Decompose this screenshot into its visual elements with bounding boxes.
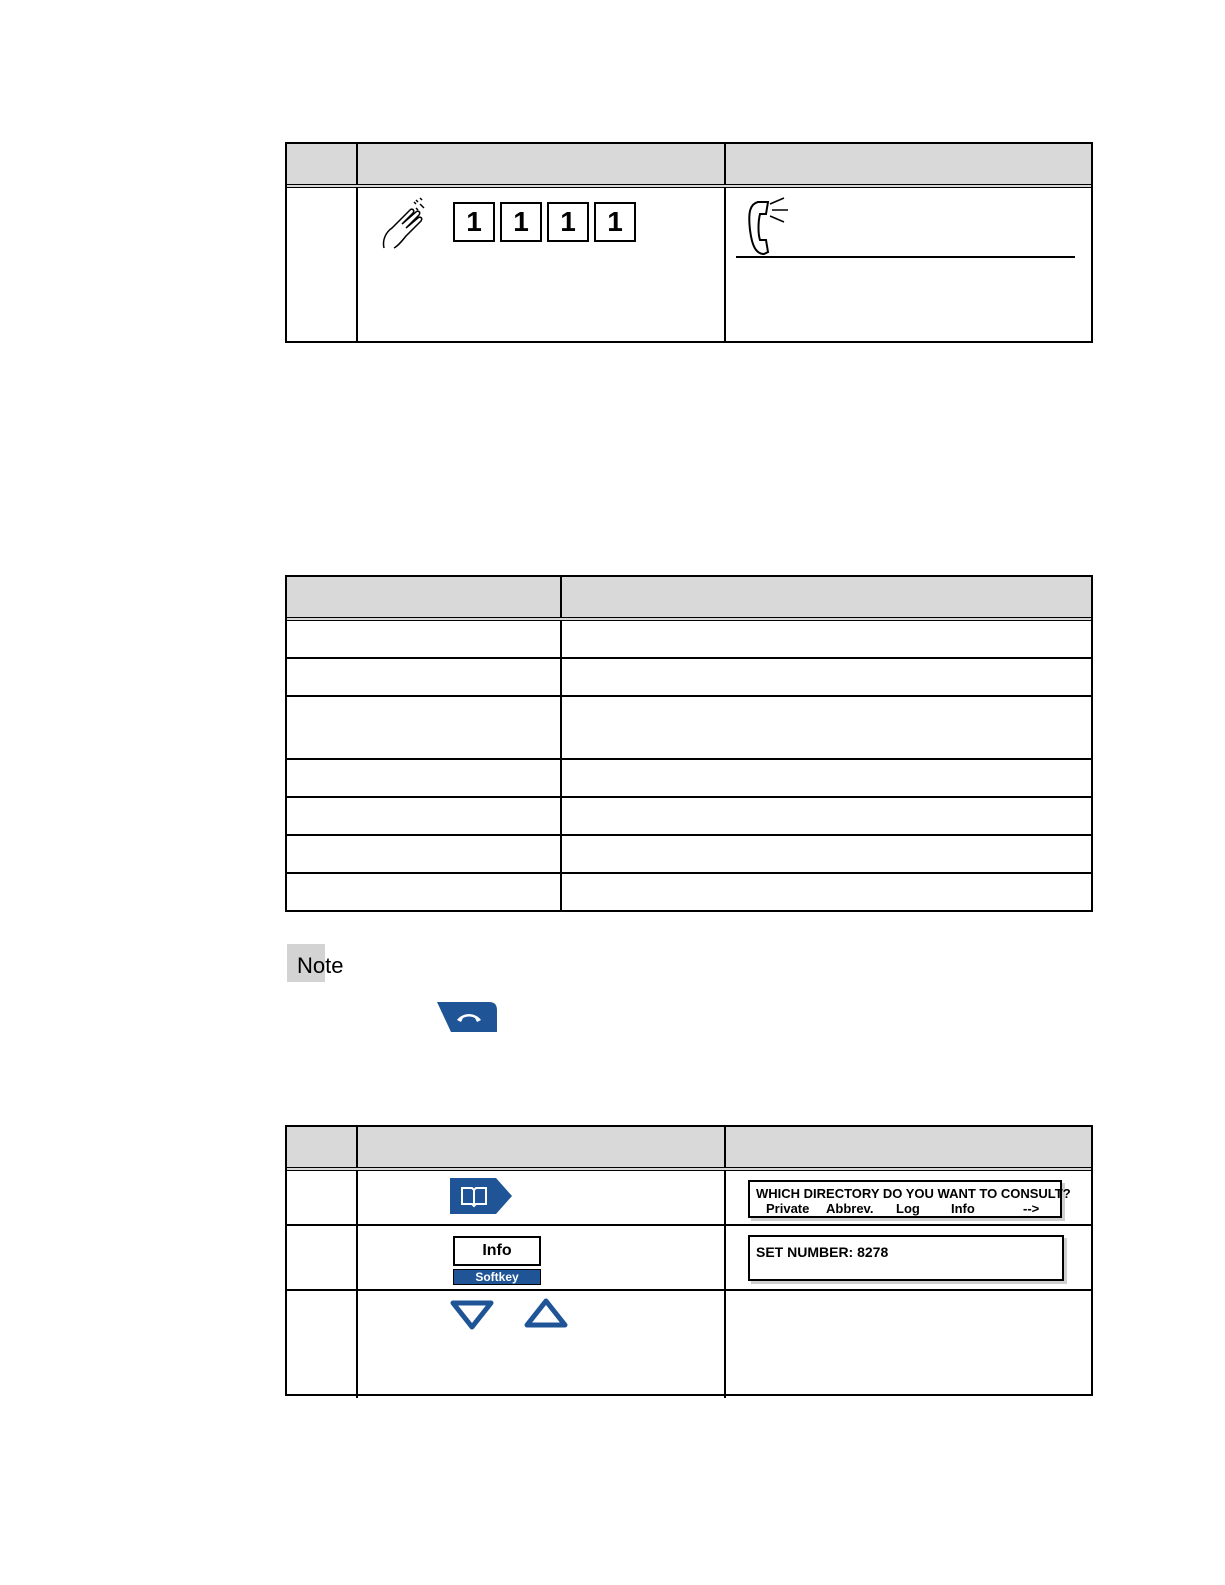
description-cell: [562, 874, 1091, 910]
description-cell: [562, 621, 1091, 657]
header-cell-step: [287, 144, 358, 184]
action-cell: [358, 1291, 726, 1398]
note-label: [287, 944, 344, 982]
info-softkey: [453, 1236, 541, 1266]
key-1: 1: [500, 202, 542, 242]
table-row: [287, 836, 1091, 874]
procedure-table-2: [285, 1125, 1093, 1396]
header-cell-action: [358, 144, 726, 184]
table-header: [287, 1127, 1091, 1171]
arrow-down-key-icon: [449, 1299, 495, 1336]
header-cell-result: [726, 144, 1091, 184]
directory-key-icon: [450, 1178, 512, 1219]
key-description-table: [285, 575, 1093, 912]
procedure-table-1: [285, 142, 1093, 343]
key-cell: [287, 798, 562, 834]
result-cell: [726, 1291, 1091, 1398]
step-cell: [287, 1291, 358, 1398]
table-row: [287, 188, 1091, 341]
key-cell: [287, 760, 562, 796]
action-cell: [358, 1171, 726, 1224]
hang-up-key-icon: [437, 1000, 499, 1039]
display-option-private: Private: [766, 1201, 810, 1216]
table-row: [287, 760, 1091, 798]
header-cell-result: [726, 1127, 1091, 1167]
step-cell: [287, 188, 358, 341]
key-1: 1: [594, 202, 636, 242]
table-row: [287, 1226, 1091, 1291]
step-cell: [287, 1171, 358, 1224]
description-cell: [562, 798, 1091, 834]
handset-ringing-icon: [744, 194, 794, 263]
dialing-hand-icon: [376, 194, 436, 257]
header-cell-step: [287, 1127, 358, 1167]
action-cell: [358, 188, 726, 341]
header-cell-key: [287, 577, 562, 617]
table-row: [287, 697, 1091, 760]
table-row: [287, 1171, 1091, 1226]
header-cell-description: [562, 577, 1091, 617]
result-cell: [726, 188, 1091, 341]
key-cell: [287, 697, 562, 758]
result-cell: [726, 1226, 1091, 1289]
arrow-up-key-icon: [523, 1297, 569, 1334]
result-underline: [736, 256, 1075, 258]
header-cell-action: [358, 1127, 726, 1167]
key-cell: [287, 836, 562, 872]
description-cell: [562, 659, 1091, 695]
display-line-1: WHICH DIRECTORY DO YOU WANT TO CONSULT?: [756, 1186, 1071, 1201]
display-option-log: Log: [896, 1201, 920, 1216]
key-1: 1: [453, 202, 495, 242]
description-cell: [562, 836, 1091, 872]
table-row: [287, 621, 1091, 659]
description-cell: [562, 697, 1091, 758]
softkey-caption-text: Softkey: [475, 1270, 519, 1284]
softkey-caption: [453, 1269, 541, 1285]
step-cell: [287, 1226, 358, 1289]
result-cell: [726, 1171, 1091, 1224]
key-1: 1: [547, 202, 589, 242]
display-option-more: -->: [1023, 1201, 1040, 1216]
key-cell: [287, 659, 562, 695]
display-option-info: Info: [951, 1201, 975, 1216]
softkey-label: Info: [482, 1242, 512, 1259]
key-cell: [287, 874, 562, 910]
table-header: [287, 144, 1091, 188]
action-cell: [358, 1226, 726, 1289]
table-row: [287, 798, 1091, 836]
note-text: Note: [297, 953, 344, 978]
display-line-1: SET NUMBER: 8278: [756, 1244, 889, 1260]
phone-display: [748, 1235, 1064, 1281]
display-option-abbrev: Abbrev.: [826, 1201, 874, 1216]
table-row: [287, 659, 1091, 697]
phone-display: [748, 1180, 1071, 1218]
table-row: [287, 874, 1091, 910]
key-cell: [287, 621, 562, 657]
table-row: [287, 1291, 1091, 1398]
description-cell: [562, 760, 1091, 796]
table-header: [287, 577, 1091, 621]
